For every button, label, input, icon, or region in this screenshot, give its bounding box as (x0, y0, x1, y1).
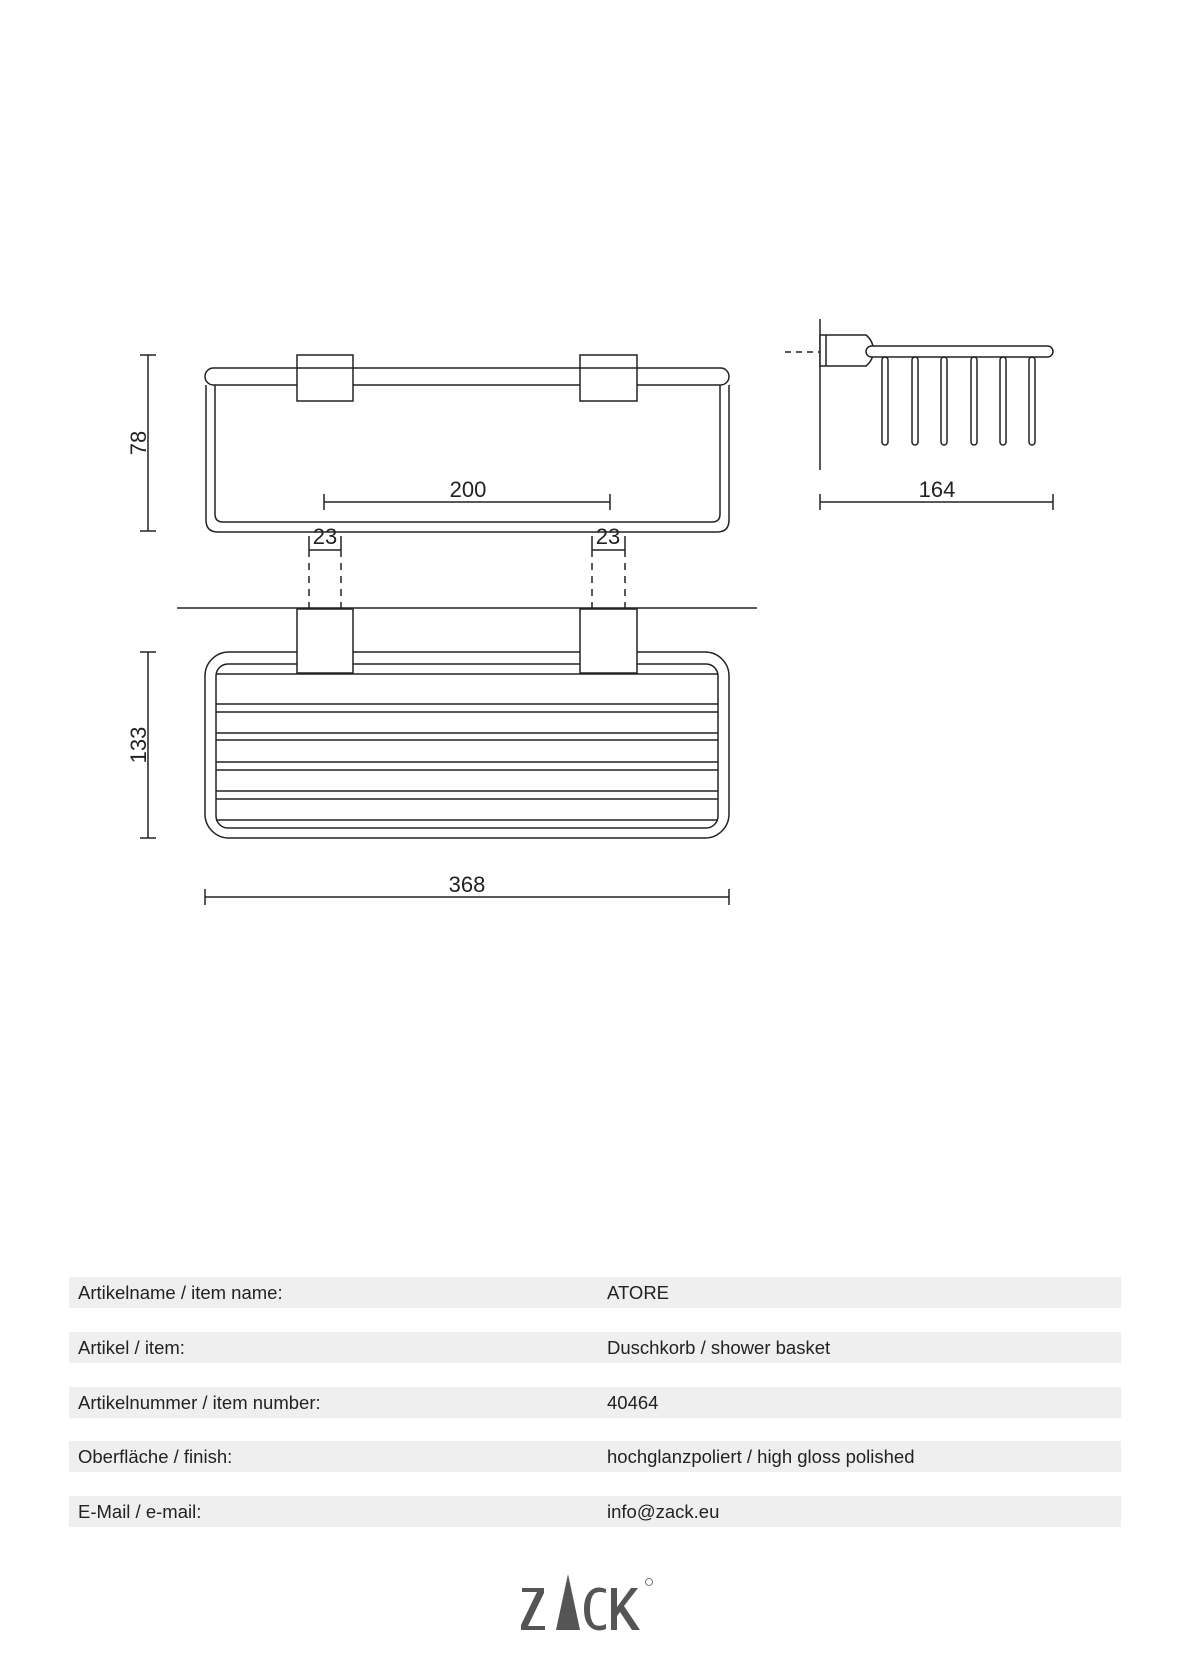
dimension-label-133: 133 (126, 726, 151, 764)
spec-value: ATORE (607, 1282, 670, 1303)
spec-label: Oberfläche / finish: (78, 1446, 233, 1467)
spec-value: 40464 (607, 1392, 659, 1413)
bracket-top-right (580, 609, 637, 673)
spec-value: info@zack.eu (607, 1501, 720, 1522)
bracket-top-left (297, 609, 353, 673)
side-wires (882, 357, 1035, 445)
dimension-label-164: 164 (918, 477, 956, 502)
side-view (785, 319, 1053, 510)
basket-frame-outer (206, 385, 729, 532)
spec-row-item-number (69, 1387, 1121, 1418)
dimension-164 (820, 477, 1053, 510)
dimension-368 (205, 872, 729, 905)
spec-label: Artikel / item: (78, 1337, 185, 1358)
spec-row-finish (69, 1441, 1121, 1472)
dimension-133 (126, 652, 156, 838)
front-view (126, 355, 729, 532)
spec-label: Artikelname / item name: (78, 1282, 283, 1303)
spec-label: Artikelnummer / item number: (78, 1392, 321, 1413)
spec-row-email (69, 1496, 1121, 1527)
spec-row-item-name (69, 1277, 1121, 1308)
basket-slats (216, 674, 718, 820)
dimension-label-368: 368 (448, 872, 486, 897)
spec-row-item (69, 1332, 1121, 1363)
dimension-label-200: 200 (449, 477, 487, 502)
spec-label: E-Mail / e-mail: (78, 1501, 202, 1522)
spec-value: Duschkorb / shower basket (607, 1337, 831, 1358)
dimension-label-23-left: 23 (312, 524, 338, 549)
bracket-right (580, 355, 637, 401)
basket-outer (205, 652, 729, 838)
dimension-200 (324, 477, 610, 510)
side-rail (866, 346, 1053, 357)
top-view (126, 524, 757, 905)
dimension-label-78: 78 (126, 430, 151, 456)
dimension-23-left (309, 524, 341, 608)
dimension-label-23-right: 23 (595, 524, 621, 549)
dimension-23-right (592, 524, 625, 608)
dimension-78 (126, 355, 156, 531)
bracket-left (297, 355, 353, 401)
basket-inner (216, 664, 718, 828)
top-rail (205, 368, 729, 385)
zack-logo (518, 1572, 668, 1632)
spec-value: hochglanzpoliert / high gloss polished (607, 1446, 915, 1467)
